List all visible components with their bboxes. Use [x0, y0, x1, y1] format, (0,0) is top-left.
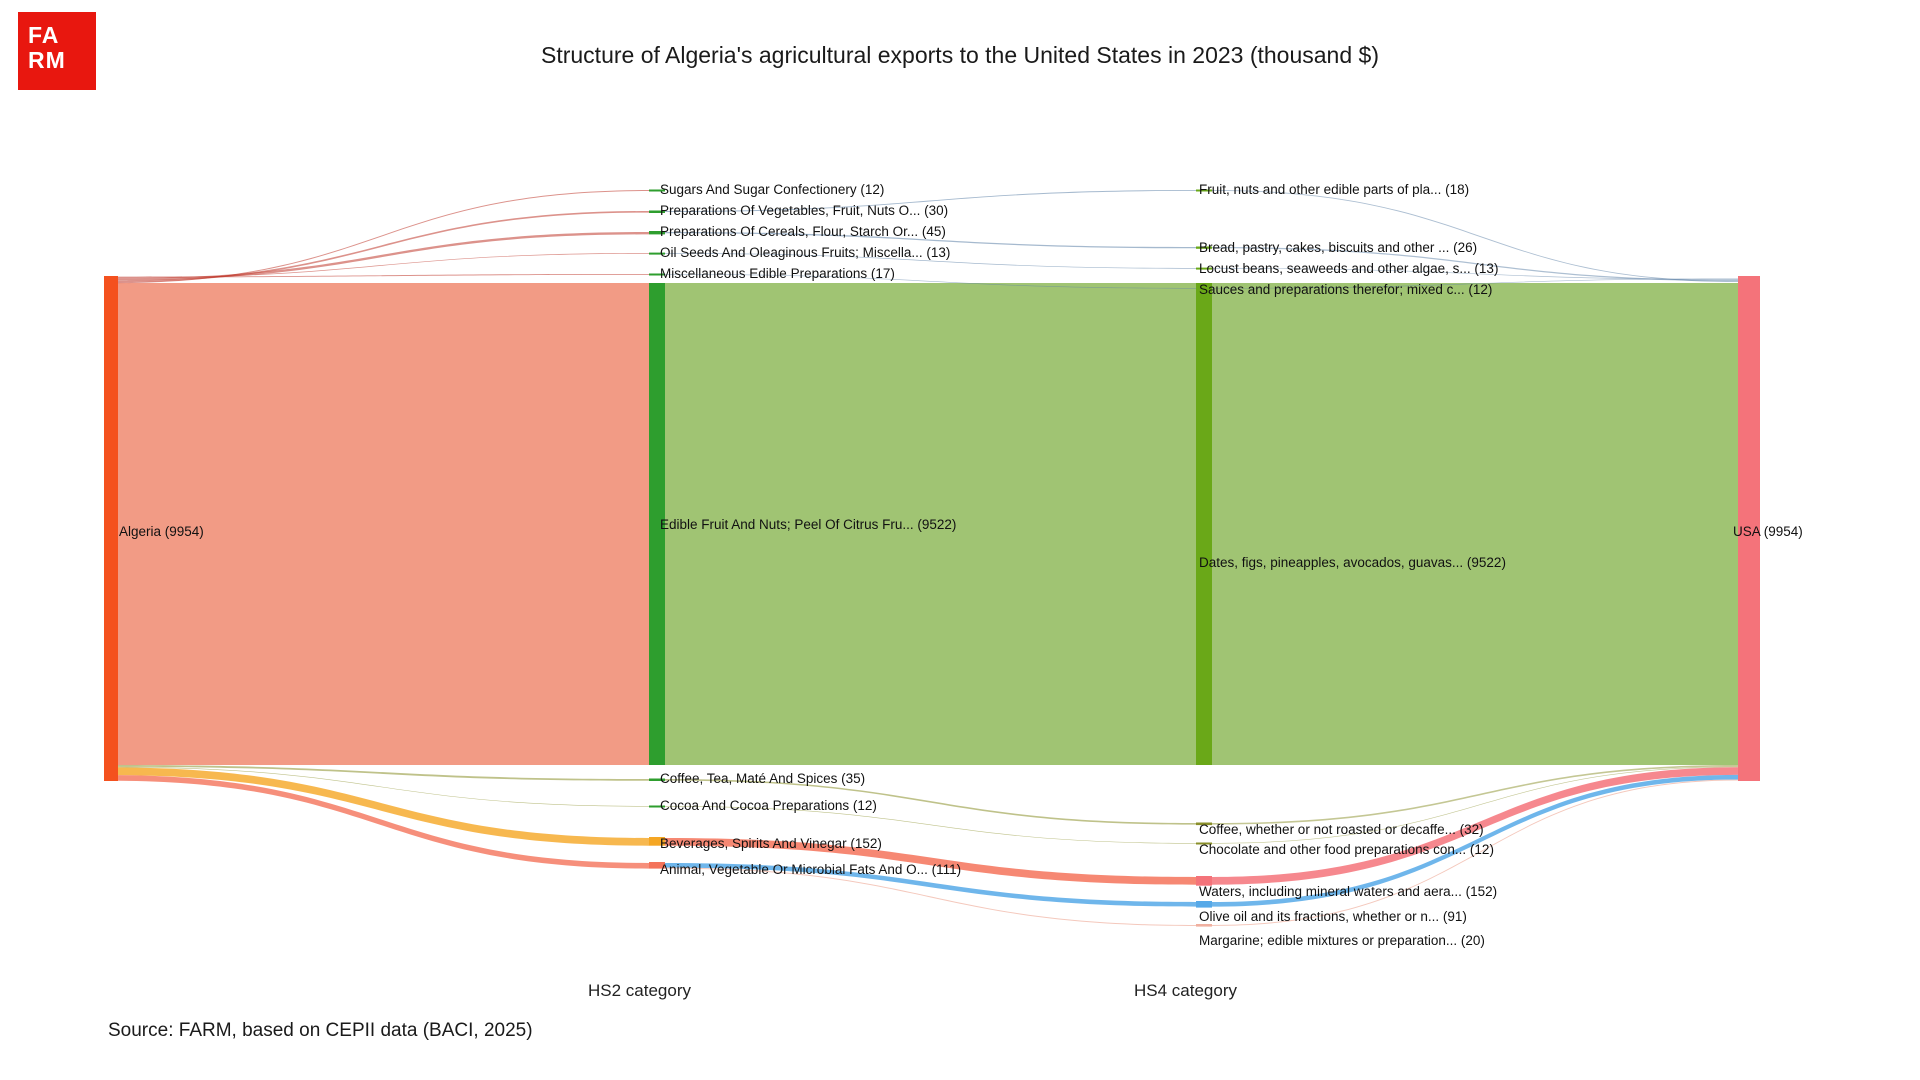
node-label-hs4-oliveoil: Olive oil and its fractions, whether or n... (91): [1199, 909, 1467, 924]
node-algeria[interactable]: [104, 276, 118, 781]
node-label-hs2-sugars: Sugars And Sugar Confectionery (12): [660, 182, 885, 197]
node-label-usa: USA (9954): [1733, 524, 1803, 539]
node-label-hs4-locust: Locust beans, seaweeds and other algae, s... (13): [1199, 261, 1499, 276]
node-label-hs2-coffeetea: Coffee, Tea, Maté And Spices (35): [660, 771, 866, 786]
node-label-hs4-sauces: Sauces and preparations therefor; mixed c... (12): [1199, 282, 1493, 297]
node-label-hs2-miscedible: Miscellaneous Edible Preparations (17): [660, 266, 895, 281]
link-algeria-to-prepveg: [110, 211, 649, 282]
link-algeria-to-fats: [110, 775, 649, 869]
link-algeria-to-miscedible: [110, 274, 649, 278]
page-title: Structure of Algeria's agricultural exports to the United States in 2023 (thousand $): [541, 42, 1379, 68]
node-label-hs4-dates: Dates, figs, pineapples, avocados, guavas... (9522): [1199, 555, 1506, 570]
node-label-hs2-prepveg: Preparations Of Vegetables, Fruit, Nuts O... (30): [660, 203, 949, 218]
node-label-hs2-beverages: Beverages, Spirits And Vinegar (152): [660, 836, 882, 851]
node-label-hs4-coffee: Coffee, whether or not roasted or decaffe... (32): [1199, 822, 1484, 837]
node-label-hs2-cocoa: Cocoa And Cocoa Preparations (12): [660, 798, 877, 813]
link-dates-to-usa: [1212, 283, 1738, 765]
node-label-algeria: Algeria (9954): [119, 524, 204, 539]
node-label-hs4-chocolate: Chocolate and other food preparations con... (12): [1199, 842, 1494, 857]
link-algeria-to-sugars: [110, 190, 649, 283]
node-label-hs2-oilseeds: Oil Seeds And Oleaginous Fruits; Miscella... (13): [660, 245, 951, 260]
logo-line-1: FA: [28, 22, 60, 48]
node-label-hs4-fruitother: Fruit, nuts and other edible parts of pla... (18): [1199, 182, 1470, 197]
node-hs4-margarine[interactable]: [1196, 924, 1212, 927]
node-hs4-dates[interactable]: [1196, 283, 1212, 765]
logo-line-2: RM: [28, 47, 66, 73]
node-label-hs2-prepcereals: Preparations Of Cereals, Flour, Starch Or... (45): [660, 224, 946, 239]
node-label-hs4-bread: Bread, pastry, cakes, biscuits and other ... (26): [1199, 240, 1478, 255]
node-label-hs4-margarine: Margarine; edible mixtures or preparation... (20): [1199, 933, 1485, 948]
node-label-hs2-fats: Animal, Vegetable Or Microbial Fats And O... (111): [660, 862, 962, 877]
node-label-hs2-fruitnuts: Edible Fruit And Nuts; Peel Of Citrus Fru... (9522): [660, 517, 957, 532]
axis-label-hs4: HS4 category: [1134, 981, 1237, 1000]
node-label-hs4-waters: Waters, including mineral waters and aera... (152): [1199, 884, 1498, 899]
node-hs4-oliveoil[interactable]: [1196, 901, 1212, 908]
source-note: Source: FARM, based on CEPII data (BACI, 2025): [108, 1020, 533, 1041]
link-algeria-to-prepcereals: [110, 232, 649, 281]
axis-label-hs2: HS2 category: [588, 981, 691, 1000]
links-hs2-to-hs4: [665, 190, 1196, 926]
